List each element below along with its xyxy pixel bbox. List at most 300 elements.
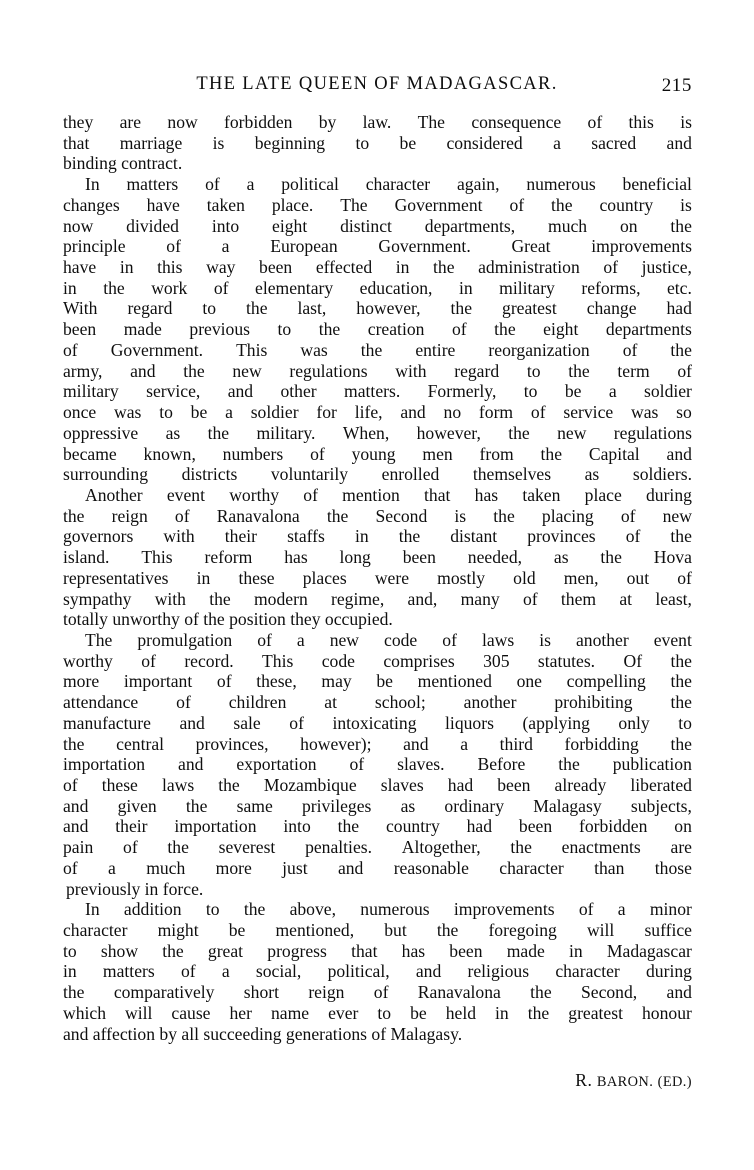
word: and (666, 443, 692, 464)
word: military (63, 381, 119, 402)
word: and (403, 733, 429, 754)
text-line: previously in force. (66, 878, 204, 899)
word: the (600, 547, 622, 568)
text-line: binding contract. (63, 153, 183, 174)
word: the (530, 982, 552, 1003)
word: effected (315, 257, 373, 278)
text-line (63, 837, 692, 858)
word: regulations (613, 422, 692, 443)
word: the (670, 339, 692, 360)
word: service (563, 402, 614, 423)
word: Ranavalona (216, 505, 300, 526)
word: that (351, 940, 378, 961)
word: suffice (644, 920, 692, 941)
word: promulgation (137, 629, 233, 650)
word: the (510, 837, 532, 858)
word: form (478, 402, 514, 423)
word: enrolled (381, 464, 440, 485)
word: intoxicating (332, 712, 417, 733)
word: again, (457, 174, 500, 195)
text-line (63, 319, 692, 340)
word: elementary (255, 277, 334, 298)
word: This (141, 547, 173, 568)
word: of (63, 857, 78, 878)
text-line (63, 340, 692, 361)
word: of (216, 671, 232, 692)
word: is (539, 629, 551, 650)
word: however); (300, 733, 372, 754)
word: as (584, 464, 600, 485)
word: known, (143, 443, 196, 464)
word: in (495, 1002, 509, 1023)
word: This (262, 650, 294, 671)
word: service, (146, 381, 201, 402)
word: places (302, 567, 347, 588)
word: divided (126, 215, 179, 236)
word: With (63, 298, 98, 319)
word: has (474, 484, 499, 505)
word: reform (204, 547, 253, 568)
word: minor (649, 899, 692, 920)
text-line (63, 692, 692, 713)
word: already (554, 775, 607, 795)
word: mostly (437, 567, 486, 588)
running-head-title: THE LATE QUEEN OF MADAGASCAR. (196, 74, 558, 94)
word: Government (394, 194, 483, 215)
word: the (398, 526, 421, 547)
word: character (63, 920, 128, 941)
word: reorganization (488, 339, 590, 360)
word: and (63, 795, 89, 816)
word: sympathy (63, 588, 132, 609)
word: severest (218, 837, 276, 858)
word: the (551, 194, 573, 215)
word: of (141, 650, 156, 671)
word: and (415, 961, 442, 982)
word: change (586, 298, 637, 319)
word: of (176, 692, 191, 713)
word: country (386, 816, 440, 837)
word: been (402, 547, 436, 568)
running-head (0, 74, 754, 100)
word: of (625, 526, 641, 547)
word: may (321, 671, 352, 692)
word: the (63, 733, 85, 754)
word: education, (359, 277, 433, 298)
word: have (146, 194, 180, 215)
word: with (154, 588, 186, 609)
word: of (213, 277, 229, 298)
word: enactments (561, 837, 641, 858)
word: the (162, 940, 184, 961)
word: been (497, 775, 531, 795)
word: to (678, 712, 692, 733)
word: In (85, 174, 100, 195)
word: slaves. (397, 754, 445, 775)
word: pain (63, 837, 94, 858)
word: at (324, 692, 337, 713)
word: liquors (445, 712, 494, 733)
word: those (654, 857, 692, 878)
word: this (628, 112, 654, 132)
word: the (670, 526, 692, 547)
word: with (163, 526, 195, 547)
word: her (229, 1002, 252, 1023)
word: will (586, 920, 615, 941)
word: be (399, 132, 417, 153)
text-line (63, 734, 692, 755)
word: of (522, 588, 538, 609)
word: administration (478, 257, 580, 278)
word: European (270, 236, 338, 257)
word: of (123, 837, 138, 858)
text-line: totally unworthy of the position they occupied. (63, 609, 393, 630)
word: and (178, 754, 204, 775)
word: taken (206, 194, 245, 215)
word: as (400, 795, 416, 816)
word: term (617, 360, 650, 381)
word: much (548, 215, 588, 236)
text-line (63, 216, 692, 237)
word: above, (289, 899, 336, 920)
word: least, (655, 588, 692, 609)
word: principle (63, 236, 126, 257)
word: creation (367, 319, 425, 340)
word: life, (354, 402, 383, 423)
word: one (516, 671, 542, 692)
word: for (316, 402, 337, 423)
word: reforms, (581, 277, 641, 298)
text-line: and affection by all succeeding generations of Malagasy. (63, 1023, 463, 1044)
word: in (458, 277, 473, 298)
word: of (620, 505, 636, 526)
word: statutes. (537, 650, 596, 671)
word: the (508, 422, 530, 443)
word: comparatively (113, 982, 215, 1003)
word: matters (102, 961, 155, 982)
word: place (584, 484, 622, 505)
word: of (373, 982, 389, 1003)
word: by (318, 112, 337, 132)
word: staffs (287, 526, 325, 547)
word: be (564, 381, 582, 402)
word: to (523, 381, 538, 402)
word: Government. (110, 339, 204, 360)
word: subjects, (630, 795, 692, 816)
word: them (560, 588, 597, 609)
word: code (321, 650, 355, 671)
word: of (205, 174, 220, 195)
word: the (318, 319, 341, 340)
word: distant (450, 526, 498, 547)
text-line (63, 982, 692, 1003)
word: the (540, 443, 563, 464)
word: distinct (340, 215, 392, 236)
word: was (631, 402, 659, 423)
word: event (653, 629, 692, 650)
word: improvements (591, 236, 692, 257)
word: a (608, 381, 617, 402)
word: the (360, 339, 383, 360)
word: social, (255, 961, 302, 982)
word: their (115, 816, 148, 837)
word: be (228, 920, 246, 941)
word: no (443, 402, 462, 423)
word: now (167, 112, 198, 132)
word: matters (126, 174, 179, 195)
word: out (626, 567, 650, 588)
word: school; (374, 692, 426, 713)
word: great (207, 940, 244, 961)
word: When, (342, 422, 390, 443)
word: greatest (502, 298, 557, 319)
word: improvements (453, 899, 555, 920)
signature-role: (ED.) (657, 1074, 692, 1090)
word: the (167, 837, 189, 858)
word: young (351, 443, 396, 464)
word: event (166, 484, 205, 505)
word: Second (375, 505, 428, 526)
word: themselves (472, 464, 552, 485)
text-line (63, 651, 692, 672)
word: forbidden (224, 112, 293, 132)
word: political (281, 174, 339, 195)
word: was (114, 402, 142, 423)
word: Madagascar (606, 940, 692, 961)
word: The (340, 194, 368, 215)
word: of (174, 505, 190, 526)
word: In (85, 899, 100, 920)
word: been (518, 816, 553, 837)
word: numerous (526, 174, 596, 195)
word: be (376, 671, 393, 692)
word: in (63, 277, 77, 298)
word: last, (297, 298, 327, 319)
word: of (63, 339, 78, 360)
text-line (63, 464, 692, 485)
word: long (339, 547, 371, 568)
text-line (63, 754, 692, 775)
word: the (670, 650, 692, 671)
word: is (680, 194, 692, 215)
text-line (63, 796, 692, 817)
word: a (553, 132, 561, 153)
word: Second, (580, 982, 638, 1003)
word: third (499, 733, 533, 754)
word: attendance (63, 692, 139, 713)
text-line (63, 298, 692, 319)
word: character (365, 174, 431, 195)
word: regard (127, 298, 173, 319)
word: of (166, 236, 181, 257)
word: a (296, 629, 305, 650)
word: new (329, 629, 360, 650)
word: to (63, 940, 77, 961)
word: which (63, 1002, 106, 1023)
word: representatives (63, 567, 169, 588)
word: are (119, 112, 142, 132)
word: to (377, 1002, 392, 1023)
word: new (557, 422, 587, 443)
word: worthy (229, 484, 280, 505)
word: the (209, 588, 231, 609)
word: place. (271, 194, 314, 215)
word: the (670, 215, 692, 236)
word: modern (254, 588, 308, 609)
word: with (395, 360, 427, 381)
word: however, (356, 298, 421, 319)
word: This (236, 339, 268, 360)
word: Mozambique (263, 775, 357, 795)
word: many (460, 588, 500, 609)
word: to (526, 360, 541, 381)
signature-surname: BARON. (596, 1074, 654, 1090)
word: Formerly, (427, 381, 497, 402)
word: been (259, 257, 293, 278)
word: had (447, 775, 474, 795)
word: men, (563, 567, 599, 588)
word: old (513, 567, 536, 588)
word: mentioned, (275, 920, 355, 941)
word: laws (481, 629, 515, 650)
word: taken (522, 484, 561, 505)
word: a (460, 733, 468, 754)
word: a (221, 236, 230, 257)
word: the (103, 277, 125, 298)
text-line (63, 899, 692, 920)
word: men (422, 443, 453, 464)
word: from (479, 443, 514, 464)
text-line (63, 402, 692, 423)
word: prohibiting (554, 692, 633, 713)
word: the (243, 899, 266, 920)
word: of (622, 339, 638, 360)
word: Hova (653, 547, 692, 568)
word: and (337, 857, 364, 878)
text-line (63, 423, 692, 444)
word: oppressive (63, 422, 139, 443)
word: regard (454, 360, 500, 381)
word: of (303, 484, 318, 505)
word: the (527, 1002, 550, 1023)
article-signature (63, 1070, 712, 1093)
text-line (63, 713, 692, 734)
word: and (130, 360, 156, 381)
word: of (677, 360, 692, 381)
text-line (63, 547, 692, 568)
word: so (676, 402, 692, 423)
word: of (677, 567, 692, 588)
word: during (646, 961, 692, 982)
text-line (63, 816, 692, 837)
word: religious (467, 961, 530, 982)
word: in (196, 567, 211, 588)
text-line (63, 112, 692, 133)
word: sale (233, 712, 261, 733)
word: needed, (467, 547, 523, 568)
word: Government. (378, 236, 471, 257)
word: the (63, 982, 85, 1003)
word: laws (161, 775, 195, 795)
word: provinces, (195, 733, 269, 754)
word: publication (612, 754, 692, 775)
word: held (445, 1002, 477, 1023)
text-line (63, 671, 692, 692)
word: of (310, 443, 325, 464)
word: more (63, 671, 100, 692)
text-line (63, 236, 692, 257)
word: at (619, 588, 633, 609)
word: compelling (566, 671, 646, 692)
word: The (85, 629, 113, 650)
word: Ranavalona (417, 982, 501, 1003)
word: of (180, 961, 196, 982)
word: ever (328, 1002, 359, 1023)
text-line (63, 485, 692, 506)
word: had (666, 298, 692, 319)
text-line (63, 444, 692, 465)
word: importation (174, 816, 257, 837)
word: Great (511, 236, 551, 257)
word: into (283, 816, 311, 837)
word: in (119, 257, 134, 278)
text-line (63, 133, 692, 154)
word: army, (63, 360, 103, 381)
word: a (246, 174, 255, 195)
word: might (157, 920, 199, 941)
text-line (63, 1003, 692, 1024)
word: only (618, 712, 650, 733)
word: justice, (641, 257, 692, 278)
text-line (63, 858, 692, 879)
word: military. (256, 422, 316, 443)
word: the (207, 422, 230, 443)
word: mentioned (417, 671, 492, 692)
word: important (123, 671, 193, 692)
word: into (211, 215, 240, 236)
word: privileges (301, 795, 372, 816)
text-line (63, 381, 692, 402)
body-text (63, 112, 692, 1044)
word: a (225, 402, 233, 423)
word: same (236, 795, 273, 816)
word: foregoing (488, 920, 557, 941)
word: and (666, 132, 692, 153)
text-line (63, 920, 692, 941)
word: as (165, 422, 181, 443)
word: the (450, 298, 473, 319)
word: numbers (222, 443, 284, 464)
word: of (509, 194, 525, 215)
word: numerous (360, 899, 430, 920)
word: Before (477, 754, 526, 775)
word: much (146, 857, 186, 878)
word: the (670, 671, 692, 692)
word: were (374, 567, 410, 588)
word: of (587, 112, 603, 132)
word: children (228, 692, 287, 713)
word: this (157, 257, 183, 278)
text-line (63, 775, 692, 796)
word: became (63, 443, 117, 464)
word: is (680, 112, 692, 132)
word: of (578, 899, 594, 920)
word: progress (267, 940, 327, 961)
word: be (410, 1002, 427, 1023)
word: just (282, 857, 308, 878)
word: new (662, 505, 692, 526)
word: the (558, 754, 580, 775)
